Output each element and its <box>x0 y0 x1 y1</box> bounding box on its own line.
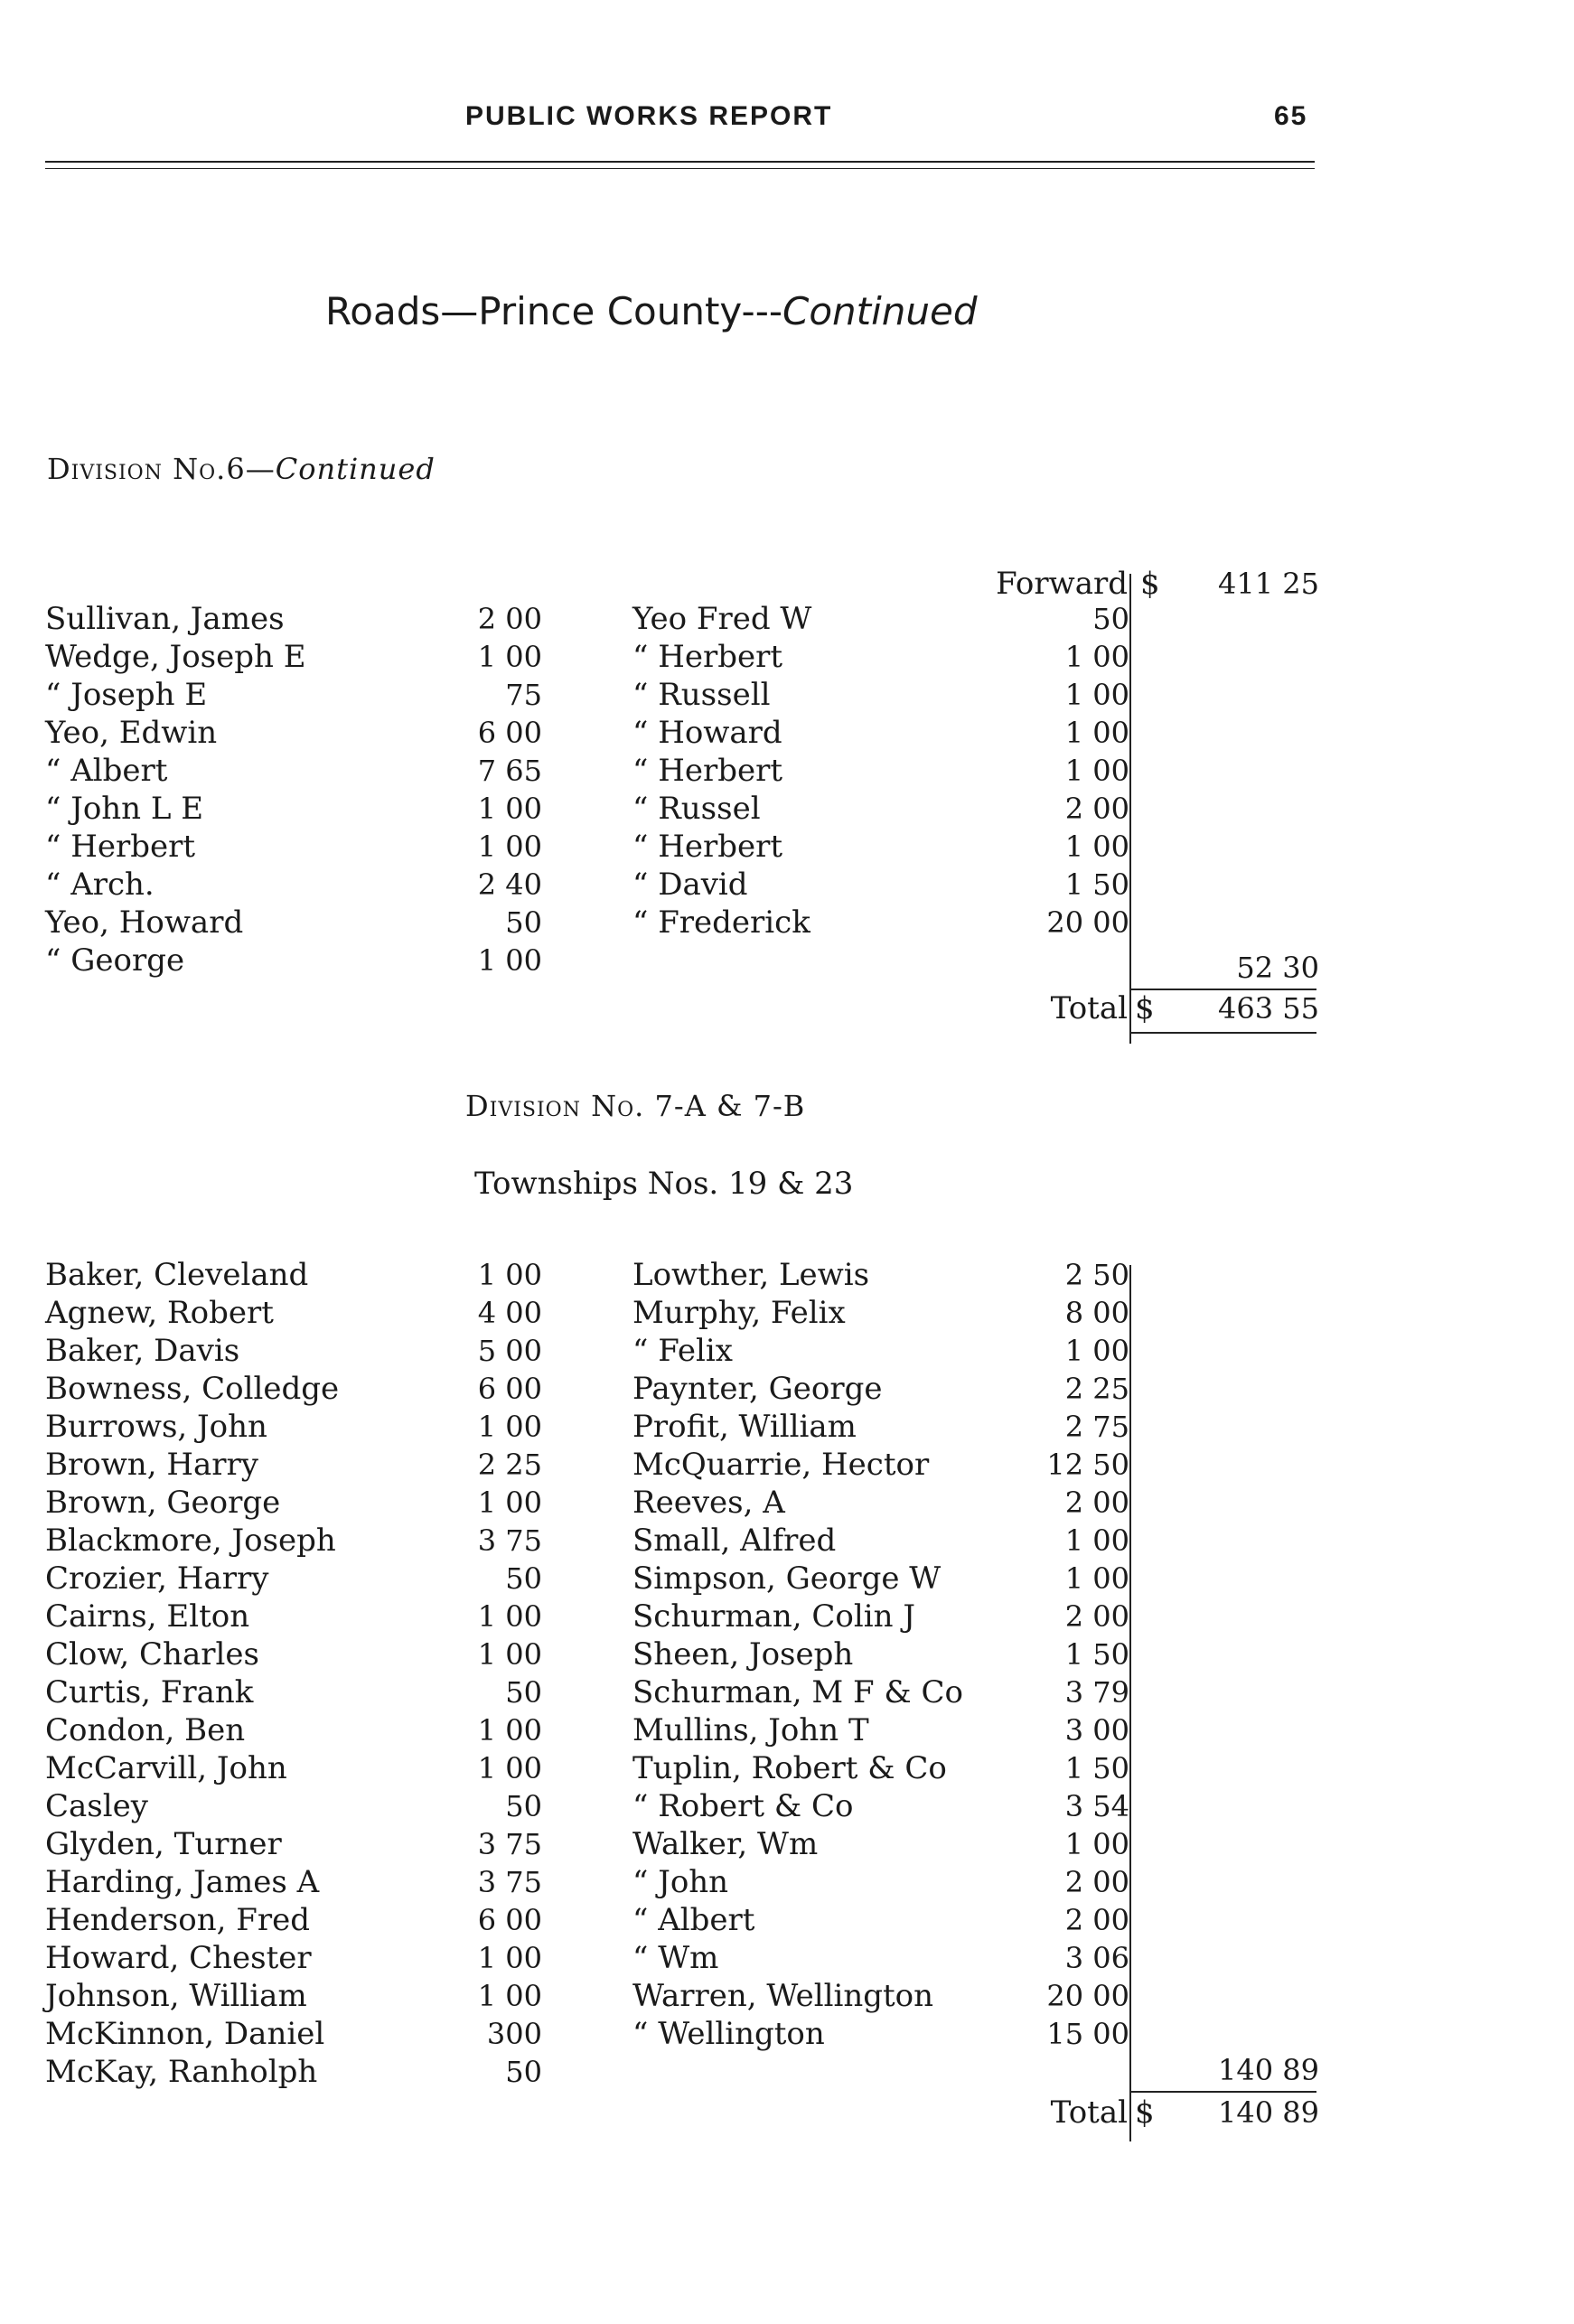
division-7-left-entry-amount: 1 00 <box>477 1979 542 2013</box>
division-6-left-entry-name: “ George <box>45 942 185 979</box>
division-7-right-entry-name: Murphy, Felix <box>632 1295 846 1331</box>
division-6-left-entry-amount: 6 00 <box>477 716 542 750</box>
division-6-right-entry-amount: 2 00 <box>1064 792 1129 826</box>
division-6-right-entry-name: “ Russel <box>632 791 761 827</box>
division-6-right-entry-name: “ David <box>632 867 748 903</box>
division-7-left-entry-name: Cairns, Elton <box>45 1598 250 1635</box>
division-6-left-entry-name: Sullivan, James <box>45 601 285 637</box>
division-7-left-entry-amount: 6 00 <box>477 1372 542 1406</box>
division-6-right-entry-amount: 1 00 <box>1064 716 1129 750</box>
division-6-left-entry-amount: 1 00 <box>477 640 542 674</box>
division-7-total-amount: 140 89 <box>1218 2095 1319 2130</box>
page-number: 65 <box>1274 101 1308 131</box>
division-7-left-entry-name: Johnson, William <box>45 1978 307 2014</box>
division-6-left-entry-name: Yeo, Howard <box>45 904 244 941</box>
division-7-right-entry-name: Profit, William <box>632 1409 857 1445</box>
division-7-right-entry-name: Mullins, John T <box>632 1712 869 1748</box>
division-7-left-entry-amount: 300 <box>486 2017 542 2051</box>
division-7-left-entry-name: McCarvill, John <box>45 1750 287 1786</box>
division-6-right-entry-name: “ Russell <box>632 677 771 713</box>
division-7-right-entry-name: “ Felix <box>632 1333 733 1369</box>
division-7-right-entry-name: McQuarrie, Hector <box>632 1447 930 1483</box>
division-6-right-entry-amount: 20 00 <box>1046 905 1129 940</box>
division-7-heading: Division No. 7-A & 7-B <box>465 1089 806 1123</box>
division-7-right-entry-amount: 2 00 <box>1064 1599 1129 1634</box>
division-6-left-entry-name: “ Albert <box>45 753 168 789</box>
division-7-left-entry-name: Casley <box>45 1788 148 1824</box>
division-7-left-entry-amount: 3 75 <box>477 1827 542 1861</box>
division-7-right-entry-amount: 2 00 <box>1064 1865 1129 1899</box>
division-6-right-entry-name: “ Herbert <box>632 639 783 675</box>
division-7-left-entry-name: Burrows, John <box>45 1409 267 1445</box>
division-7-right-entry-name: Reeves, A <box>632 1485 785 1521</box>
division-7-right-entry-amount: 8 00 <box>1064 1296 1129 1330</box>
division-7-left-entry-name: Harding, James A <box>45 1864 320 1900</box>
division-7-left-entry-amount: 6 00 <box>477 1903 542 1937</box>
division-7-right-entry-amount: 3 79 <box>1064 1675 1129 1710</box>
division-7-left-entry-name: McKinnon, Daniel <box>45 2016 325 2052</box>
division-7-left-entry-name: Agnew, Robert <box>45 1295 274 1331</box>
division-7-left-entry-amount: 50 <box>505 1789 542 1823</box>
division-7-column-rule <box>1129 1265 1131 2141</box>
division-6-left-entry-amount: 1 00 <box>477 792 542 826</box>
division-7-left-entry-amount: 1 00 <box>477 1599 542 1634</box>
division-7-left-entry-amount: 1 00 <box>477 1751 542 1785</box>
division-7-left-entry-amount: 50 <box>505 2055 542 2089</box>
division-7-left-entry-name: Baker, Cleveland <box>45 1257 309 1293</box>
division-6-right-entry-name: “ Herbert <box>632 829 783 865</box>
division-6-left-entry-amount: 75 <box>505 678 542 712</box>
division-6-right-entry-amount: 50 <box>1092 602 1129 636</box>
division-6-right-entry-amount: 1 50 <box>1064 867 1129 902</box>
division-7-left-entry-amount: 1 00 <box>477 1637 542 1672</box>
division-7-left-entry-name: Brown, George <box>45 1485 281 1521</box>
division-6-left-entry-name: “ John L E <box>45 791 204 827</box>
division-7-right-entry-name: Sheen, Joseph <box>632 1636 854 1673</box>
division-7-left-entry-amount: 1 00 <box>477 1258 542 1292</box>
division-6-right-entry-amount: 1 00 <box>1064 640 1129 674</box>
division-6-left-entry-amount: 1 00 <box>477 943 542 978</box>
division-7-right-entry-amount: 1 50 <box>1064 1751 1129 1785</box>
division-7-right-entry-amount: 2 00 <box>1064 1903 1129 1937</box>
division-6-right-entry-name: “ Herbert <box>632 753 783 789</box>
division-6-total-amount: 463 55 <box>1218 991 1319 1026</box>
division-7-right-entry-name: “ Wm <box>632 1940 719 1976</box>
forward-label: Forward <box>996 566 1128 602</box>
division-7-total-dollar: $ <box>1135 2094 1155 2131</box>
division-7-left-entry-amount: 4 00 <box>477 1296 542 1330</box>
division-7-right-entry-name: Lowther, Lewis <box>632 1257 870 1293</box>
division-7-left-entry-amount: 2 25 <box>477 1448 542 1482</box>
division-6-left-entry-amount: 2 00 <box>477 602 542 636</box>
division-7-right-entry-amount: 20 00 <box>1046 1979 1129 2013</box>
division-7-right-entry-name: Schurman, Colin J <box>632 1598 915 1635</box>
division-7-left-entry-amount: 1 00 <box>477 1410 542 1444</box>
division-7-left-entry-name: McKay, Ranholph <box>45 2054 318 2090</box>
division-6-left-entry-amount: 7 65 <box>477 754 542 788</box>
division-6-left-entry-name: Yeo, Edwin <box>45 715 218 751</box>
division-7-left-entry-name: Baker, Davis <box>45 1333 240 1369</box>
division-6-column-rule <box>1129 574 1131 1044</box>
division-6-left-entry-name: “ Joseph E <box>45 677 208 713</box>
division-7-total-label: Total <box>1050 2094 1128 2131</box>
division-7-right-entry-name: Paynter, George <box>632 1371 883 1407</box>
division-7-right-entry-amount: 3 54 <box>1064 1789 1129 1823</box>
division-7-left-entry-amount: 50 <box>505 1561 542 1596</box>
header-rule-top <box>45 161 1315 163</box>
division-7-right-entry-name: Walker, Wm <box>632 1826 819 1862</box>
division-7-right-entry-amount: 1 00 <box>1064 1334 1129 1368</box>
division-7-right-entry-name: Warren, Wellington <box>632 1978 934 2014</box>
division-7-left-entry-amount: 3 75 <box>477 1523 542 1558</box>
division-6-left-entry-amount: 2 40 <box>477 867 542 902</box>
division-7-right-entry-amount: 1 50 <box>1064 1637 1129 1672</box>
division-7-right-entry-name: Simpson, George W <box>632 1560 942 1597</box>
division-7-right-entry-name: “ Robert & Co <box>632 1788 854 1824</box>
division-6-left-entry-name: “ Arch. <box>45 867 155 903</box>
division-6-right-entry-name: “ Howard <box>632 715 782 751</box>
division-7-right-entry-amount: 3 06 <box>1064 1941 1129 1975</box>
division-7-right-entry-amount: 2 50 <box>1064 1258 1129 1292</box>
division-7-right-entry-name: “ John <box>632 1864 729 1900</box>
division-7-left-entry-name: Clow, Charles <box>45 1636 259 1673</box>
division-7-left-entry-name: Condon, Ben <box>45 1712 246 1748</box>
division-7-right-entry-amount: 2 75 <box>1064 1410 1129 1444</box>
division-7-left-entry-name: Bowness, Colledge <box>45 1371 340 1407</box>
division-7-right-entry-amount: 2 25 <box>1064 1372 1129 1406</box>
division-7-left-entry-amount: 1 00 <box>477 1485 542 1520</box>
division-6-left-entry-amount: 50 <box>505 905 542 940</box>
division-6-right-entry-amount: 1 00 <box>1064 829 1129 864</box>
division-7-right-entry-name: Tuplin, Robert & Co <box>632 1750 947 1786</box>
division-6-left-entry-name: Wedge, Joseph E <box>45 639 306 675</box>
division-7-left-entry-name: Crozier, Harry <box>45 1560 269 1597</box>
division-7-right-entry-name: Schurman, M F & Co <box>632 1674 963 1710</box>
division-7-subtotal: 140 89 <box>1218 2053 1319 2087</box>
division-7-left-entry-name: Howard, Chester <box>45 1940 312 1976</box>
forward-dollar-sign: $ <box>1140 566 1160 602</box>
division-6-subtotal: 52 30 <box>1236 951 1319 985</box>
division-6-right-entry-name: Yeo Fred W <box>632 601 812 637</box>
division-7-right-entry-amount: 1 00 <box>1064 1827 1129 1861</box>
forward-amount: 411 25 <box>1218 567 1319 601</box>
header-rule-bottom <box>45 168 1315 169</box>
division-7-right-entry-name: “ Wellington <box>632 2016 825 2052</box>
division-7-left-entry-amount: 50 <box>505 1675 542 1710</box>
division-7-left-entry-amount: 1 00 <box>477 1941 542 1975</box>
division-6-total-underline <box>1131 1032 1316 1034</box>
division-6-right-entry-name: “ Frederick <box>632 904 810 941</box>
division-7-left-entry-amount: 5 00 <box>477 1334 542 1368</box>
division-7-right-entry-amount: 1 00 <box>1064 1523 1129 1558</box>
division-6-left-entry-amount: 1 00 <box>477 829 542 864</box>
running-header-title: PUBLIC WORKS REPORT <box>465 101 833 131</box>
division-7-right-entry-name: Small, Alfred <box>632 1523 837 1559</box>
division-6-total-dollar: $ <box>1135 990 1155 1026</box>
division-6-right-entry-amount: 1 00 <box>1064 754 1129 788</box>
division-6-left-entry-name: “ Herbert <box>45 829 196 865</box>
division-7-left-entry-name: Blackmore, Joseph <box>45 1523 336 1559</box>
division-7-townships: Townships Nos. 19 & 23 <box>474 1166 854 1202</box>
division-7-right-entry-amount: 3 00 <box>1064 1713 1129 1748</box>
division-7-total-rule <box>1131 2091 1316 2093</box>
division-7-left-entry-name: Brown, Harry <box>45 1447 258 1483</box>
division-7-right-entry-amount: 15 00 <box>1046 2017 1129 2051</box>
section-title: Roads—Prince County---Continued <box>325 289 978 333</box>
division-7-right-entry-amount: 1 00 <box>1064 1561 1129 1596</box>
division-7-left-entry-amount: 1 00 <box>477 1713 542 1748</box>
division-7-left-entry-name: Curtis, Frank <box>45 1674 254 1710</box>
division-6-right-entry-amount: 1 00 <box>1064 678 1129 712</box>
division-7-left-entry-name: Henderson, Fred <box>45 1902 310 1938</box>
division-7-right-entry-amount: 12 50 <box>1046 1448 1129 1482</box>
division-7-left-entry-name: Glyden, Turner <box>45 1826 282 1862</box>
division-7-right-entry-amount: 2 00 <box>1064 1485 1129 1520</box>
division-6-heading: Division No.6—Continued <box>47 452 436 486</box>
division-7-left-entry-amount: 3 75 <box>477 1865 542 1899</box>
division-7-right-entry-name: “ Albert <box>632 1902 755 1938</box>
division-6-total-label: Total <box>1050 990 1128 1026</box>
